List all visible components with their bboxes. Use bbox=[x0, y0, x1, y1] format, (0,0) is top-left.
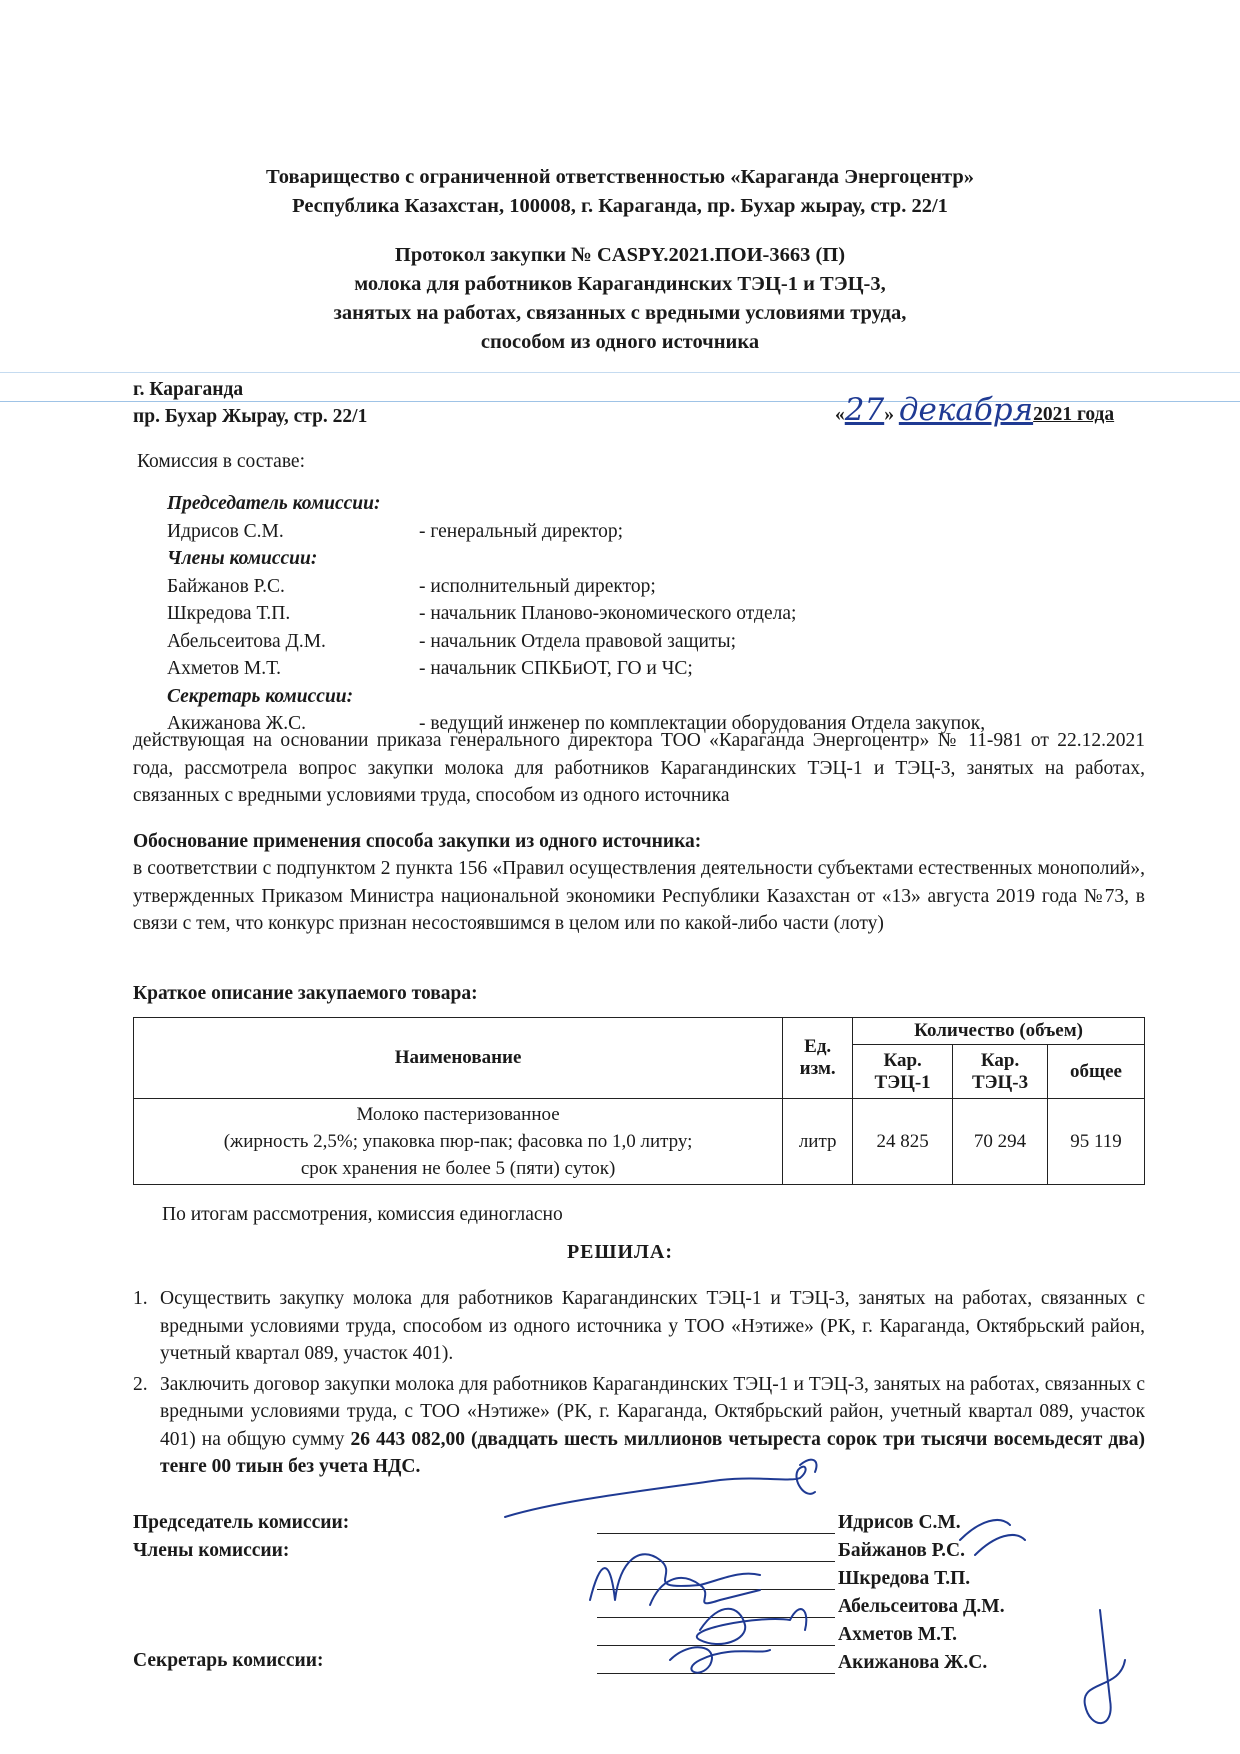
member-role: - исполнительный директор; bbox=[419, 575, 656, 597]
member-name: Байжанов Р.С. bbox=[167, 575, 285, 597]
organization-name: Товарищество с ограниченной ответственностью «Караганда Энергоцентр» bbox=[265, 166, 975, 188]
protocol-subject-2: занятых на работах, связанных с вредными условиями труда, bbox=[333, 302, 907, 324]
signature-member-1 bbox=[590, 1554, 760, 1600]
header-total: общее bbox=[1048, 1045, 1145, 1099]
sign-name: Шкредова Т.П. bbox=[838, 1568, 971, 1589]
organization-address: Республика Казахстан, 100008, г. Караганда, пр. Бухар жырау, стр. 22/1 bbox=[292, 195, 948, 217]
goods-qty-tec1: 24 825 bbox=[853, 1099, 953, 1185]
sign-secretary-label: Секретарь комиссии: bbox=[133, 1650, 324, 1671]
protocol-subject-1: молока для работников Карагандинских ТЭЦ-1 и ТЭЦ-3, bbox=[354, 273, 886, 295]
member-name: Акижанова Ж.С. bbox=[167, 713, 307, 734]
members-title: Члены комиссии: bbox=[167, 548, 318, 569]
place-address: пр. Бухар Жырау, стр. 22/1 bbox=[133, 406, 368, 427]
result-intro: По итогам рассмотрения, комиссия единогласно bbox=[162, 1204, 563, 1225]
decision-text: Осуществить закупку молока для работников Карагандинских ТЭЦ-1 и ТЭЦ-3, занятых на работах, связанных с вредными условиями труда, способом из одного источника у ТОО «Нэтиже» (РК, г. Караганда, Октябрьский район, учетный квартал 089, участок 401). bbox=[160, 1288, 1145, 1364]
signature-side bbox=[1085, 1610, 1125, 1723]
signature-member-4 bbox=[960, 1520, 1025, 1555]
sign-chair-label: Председатель комиссии: bbox=[133, 1512, 350, 1533]
goods-qty-tec3: 70 294 bbox=[953, 1099, 1048, 1185]
header-quantity: Количество (объем) bbox=[853, 1018, 1145, 1045]
member-role: - генеральный директор; bbox=[419, 520, 624, 542]
signature-member-2 bbox=[650, 1578, 760, 1605]
member-role: - начальник Планово-экономического отдела; bbox=[419, 603, 797, 624]
goods-spec: (жирность 2,5%; упаковка пюр-пак; фасовка по 1,0 литру; bbox=[223, 1131, 693, 1152]
signature-secretary bbox=[670, 1647, 770, 1672]
header-name: Наименование bbox=[134, 1018, 783, 1099]
member-name: Идрисов С.М. bbox=[167, 520, 284, 542]
goods-unit: литр bbox=[783, 1099, 853, 1185]
decided-heading: РЕШИЛА: bbox=[566, 1241, 674, 1263]
justification-text: в соответствии с подпунктом 2 пункта 156 «Правил осуществления деятельности субъектами естественных монополий», утвержденных Приказом Министра национальной экономики Республики Казахстан от «13» августа 2019 года №73, в связи с тем, что конкурс признан несостоявшимся в целом или по какой-либо части (лоту) bbox=[133, 858, 1145, 934]
goods-storage: срок хранения не более 5 (пяти) суток) bbox=[300, 1158, 616, 1179]
header-tec1: Кар. ТЭЦ-1 bbox=[853, 1045, 953, 1099]
member-name: Ахметов М.Т. bbox=[167, 658, 281, 679]
decision-number: 1. bbox=[133, 1288, 148, 1309]
sign-name: Байжанов Р.С. bbox=[838, 1540, 965, 1561]
member-role: - начальник СПКБиОТ, ГО и ЧС; bbox=[419, 658, 693, 679]
sign-name: Абельсеитова Д.М. bbox=[838, 1596, 1005, 1617]
decision-amount: 26 443 082,00 (двадцать шесть миллионов четыреста сорок три тысячи восемьдесят два) тенге 00 тиын без учета НДС. bbox=[160, 1428, 1145, 1477]
decision-text: Заключить договор закупки молока для работников Карагандинских ТЭЦ-1 и ТЭЦ-3, занятых на работах, связанных с вредными условиями труда, с ТОО «Нэтиже» (РК, г. Караганда, Октябрьский район, учетный квартал 089, участок 401) на общую сумму bbox=[160, 1373, 1145, 1450]
goods-title: Краткое описание закупаемого товара: bbox=[133, 983, 478, 1004]
header-tec3: Кар. ТЭЦ-3 bbox=[953, 1045, 1048, 1099]
header-unit: Ед. изм. bbox=[783, 1018, 853, 1099]
chair-title: Председатель комиссии: bbox=[167, 493, 381, 514]
justification-title: Обоснование применения способа закупки из одного источника: bbox=[133, 831, 702, 852]
date-close-quote: » bbox=[884, 404, 894, 425]
sign-name: Ахметов М.Т. bbox=[838, 1624, 957, 1645]
goods-name: Молоко пастеризованное bbox=[356, 1104, 560, 1125]
member-role: - начальник Отдела правовой защиты; bbox=[419, 630, 736, 652]
sign-name: Идрисов С.М. bbox=[838, 1512, 961, 1533]
date-year: 2021 года bbox=[1033, 404, 1115, 425]
signature-member-3 bbox=[697, 1609, 806, 1644]
sign-members-label: Члены комиссии: bbox=[133, 1540, 290, 1561]
protocol-number: Протокол закупки № CASPY.2021.ПОИ-3663 (П) bbox=[394, 244, 846, 266]
sign-name: Акижанова Ж.С. bbox=[838, 1652, 988, 1673]
member-name: Абельсеитова Д.М. bbox=[167, 630, 326, 652]
date-month: декабря bbox=[898, 392, 1034, 428]
commission-title: Комиссия в составе: bbox=[137, 451, 305, 472]
date-open-quote: « bbox=[835, 404, 845, 425]
member-name: Шкредова Т.П. bbox=[167, 603, 291, 624]
date-day: 27 bbox=[844, 392, 885, 428]
goods-qty-total: 95 119 bbox=[1048, 1099, 1145, 1185]
secretary-title: Секретарь комиссии: bbox=[167, 685, 354, 707]
member-role: - ведущий инженер по комплектации оборудования Отдела закупок, bbox=[419, 713, 986, 734]
acting-paragraph: действующая на основании приказа генерального директора ТОО «Караганда Энергоцентр» № 11-981 от 22.12.2021 года, рассмотрела вопрос закупки молока для работников Карагандинских ТЭЦ-1 и ТЭЦ-3, занятых на работах, связанных с вредными условиями труда, способом из одного источника bbox=[133, 730, 1145, 806]
place-city: г. Караганда bbox=[133, 379, 244, 400]
protocol-subject-3: способом из одного источника bbox=[480, 331, 760, 353]
signature-chair bbox=[505, 1467, 815, 1517]
decision-number: 2. bbox=[133, 1373, 148, 1395]
